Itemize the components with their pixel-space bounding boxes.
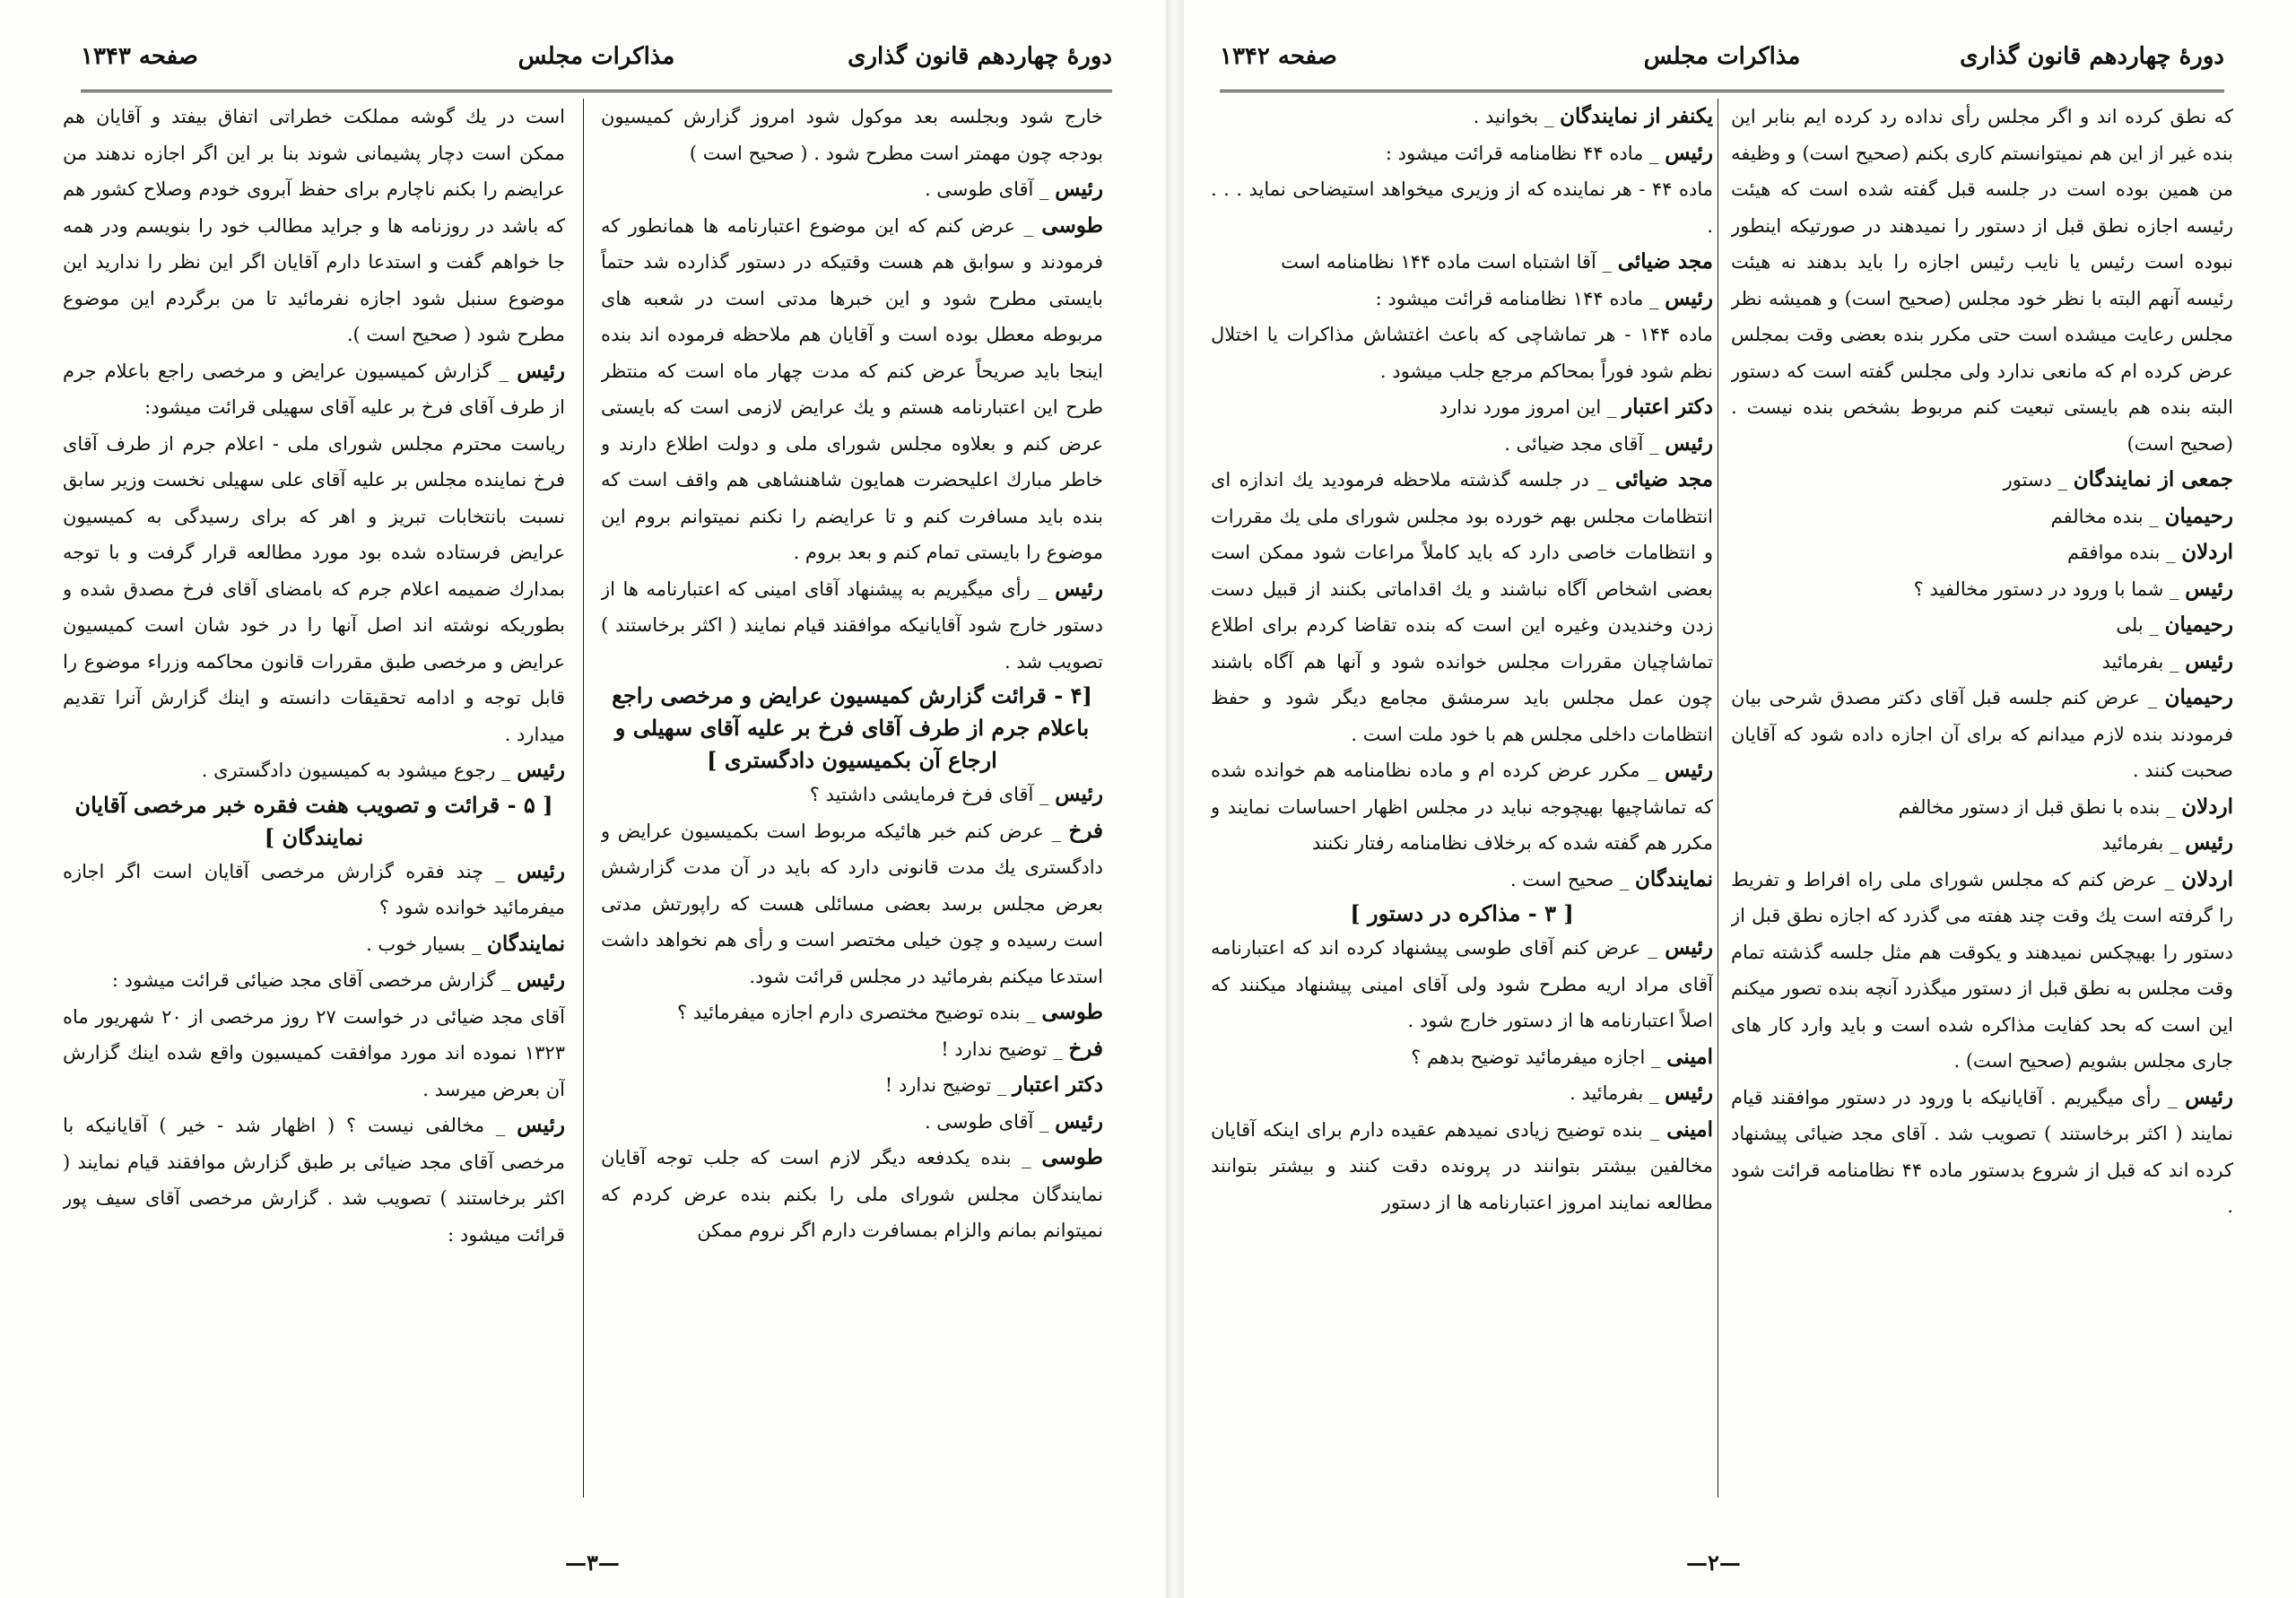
speech-text: چند فقره گزارش مرخصی آقایان است اگر اجازه میفرمائید خوانده شود ؟	[63, 860, 565, 918]
speech-paragraph	[601, 1031, 1103, 1068]
speaker-dash: _	[1043, 820, 1069, 842]
speech-text: آقای فرخ فرمایشی داشتید ؟	[809, 784, 1034, 805]
speaker-dash: _	[2051, 469, 2074, 491]
speech-paragraph	[63, 926, 565, 963]
speech-paragraph	[1211, 1039, 1713, 1076]
speech-paragraph	[1211, 1112, 1713, 1221]
speaker-name: طوسی	[1041, 213, 1103, 238]
speaker-name: دکتر اعتبار	[1622, 395, 1713, 419]
column-divider	[583, 99, 584, 1498]
speaker-name: یکنفر از نمایندگان	[1560, 104, 1713, 128]
speech-text: بنده با نطق قبل از دستور مخالفم	[1898, 795, 2161, 818]
speech-text: بنده مخالفم	[2050, 505, 2144, 527]
speaker-dash: _	[2140, 687, 2165, 708]
speaker-name: رئیس	[517, 968, 565, 992]
speaker-dash: _	[2160, 542, 2182, 563]
speaker-dash: _	[483, 860, 517, 882]
left-page-footer: —۳—	[565, 1550, 620, 1576]
speech-text: مخالفی نیست ؟ ( اظهار شد - خیر ) آقایانیکه با مرخصی آقای مجد ضیائی بر طبق گزارش موافقند قیام نمایند ( اکثر برخاستند ) تصویب شد . گزارش مرخصی آقای سیف پور قرائت میشود :	[63, 1115, 565, 1246]
speaker-name: رحیمیان	[2164, 685, 2233, 709]
speaker-dash: _	[1015, 214, 1042, 237]
speech-paragraph	[1211, 244, 1713, 281]
speaker-name: رئیس	[1665, 935, 1713, 960]
speech-text: بفرمائید	[2101, 832, 2164, 854]
speech-paragraph	[601, 777, 1103, 813]
speech-text: بنده یکدفعه دیگر لازم است که جلب توجه آقایان نمایندگان مجلس شورای ملی را بکنم بنده عرض کردم که نمیتوانم بمانم والزام بمسافرت دارم اگر نروم ممکن	[601, 1147, 1103, 1241]
speech-text: شما با ورود در دستور مخالفید ؟	[1913, 578, 2164, 600]
speech-paragraph	[1211, 752, 1713, 862]
speaker-name: مجد ضیائی	[1615, 467, 1713, 491]
speech-text: اجازه میفرمائید توضیح بدهم ؟	[1411, 1046, 1646, 1068]
speech-paragraph	[1211, 135, 1713, 172]
speaker-dash: _	[1033, 1110, 1056, 1133]
body-paragraph: آقای مجد ضیائی در خواست ۲۷ روز مرخصی از ۲۰ شهریور ماه ۱۳۲۳ نموده اند مورد موافقت کمیسیون واقع شده اینك گزارش آن بعرض میرسد .	[63, 1005, 565, 1100]
speech-paragraph	[1731, 462, 2233, 499]
speaker-name: رئیس	[517, 1113, 565, 1137]
speaker-name: طوسی	[1041, 1145, 1103, 1169]
right-page-column-left	[1211, 99, 1713, 1498]
speech-text: بسیار خوب .	[366, 933, 466, 955]
left-header-journal: دورهٔ چهاردهم قانون گذاری	[848, 43, 1112, 70]
speech-text: آقای طوسی .	[924, 1110, 1034, 1133]
speaker-dash: _	[1639, 937, 1665, 959]
speaker-name: رحیمیان	[2164, 612, 2233, 637]
speech-paragraph	[601, 994, 1103, 1031]
speaker-name: رئیس	[1665, 1081, 1713, 1105]
speech-paragraph	[63, 962, 565, 999]
speech-paragraph	[1211, 1075, 1713, 1112]
speaker-dash: _	[1643, 287, 1665, 309]
speech-text: بخوانید .	[1473, 106, 1539, 127]
speaker-dash: _	[1642, 1118, 1667, 1141]
left-page-header	[81, 36, 1112, 92]
speaker-dash: _	[2160, 795, 2182, 818]
speech-text: صحیح است .	[1509, 868, 1614, 890]
right-page-footer: —۲—	[1686, 1550, 1741, 1576]
right-header-session: مذاکرات مجلس	[1643, 43, 1801, 70]
speaker-dash: _	[1643, 1082, 1665, 1104]
speech-paragraph	[1731, 1080, 2233, 1225]
speech-paragraph	[1731, 571, 2233, 608]
speech-text: بنده توضیح زیادی نمیدهم عقیده دارم برای اینکه آقایان مخالفین بیشتر بتوانند در پرونده دقت کنند و بیشتر بتوانند مطالعه نمایند امروز اعتبارنامه ها از دستور	[1211, 1118, 1713, 1213]
speaker-name: امینی	[1666, 1044, 1713, 1069]
right-page-header	[1220, 36, 2224, 92]
body-paragraph: خارج شود وبجلسه بعد موکول شود امروز گزارش کمیسیون بودجه چون مهمتر است مطرح شود . ( صحیح است )	[601, 106, 1103, 164]
speech-paragraph	[1731, 789, 2233, 826]
speaker-dash: _	[495, 760, 517, 781]
speaker-dash: _	[465, 933, 488, 955]
speech-text: عرض کنم آقای طوسی پیشنهاد کرده اند که اعتبارنامه آقای مراد اریه مطرح شود ولی آقای امینی پیشنهاد میکنند که اصلاً اعتبارنامه ها از دستور خارج شود .	[1211, 937, 1713, 1031]
speaker-name: رئیس	[1665, 140, 1713, 165]
speaker-name: رئیس	[2185, 648, 2233, 673]
speech-text: آقا اشتباه است ماده ۱۴۴ نظامنامه است	[1281, 251, 1596, 273]
speech-paragraph	[1211, 281, 1713, 317]
speech-paragraph	[63, 854, 565, 926]
speech-paragraph	[1731, 644, 2233, 681]
speech-text: توضیح ندارد !	[941, 1038, 1048, 1060]
left-page-column-right	[601, 99, 1103, 1498]
speech-paragraph	[1211, 930, 1713, 1039]
speaker-name: رئیس	[2185, 576, 2233, 601]
speaker-dash: _	[1645, 1046, 1667, 1068]
speaker-name: رئیس	[1055, 1108, 1103, 1133]
speaker-dash: _	[1613, 868, 1636, 890]
section-heading: [ ۵ - قرائت و تصویب هفت فقره خبر مرخصی آقایان نمایندگان ]	[74, 791, 553, 850]
speaker-name: رئیس	[517, 758, 565, 782]
speech-text: عرض کنم که مجلس شورای ملی راه افراط و تفریط را گرفته است یك وقت چند هفته می گذرد که اجازه نطق قبل از دستور را بهیچکس نمیدهند و یکوقت هم مثل جلسه گذشته تمام وقت مجلس به نطق قبل از دستور میگذرد آنچه بنده تصور میکنم این است که بحد کفایت مذاکره شده است و باید وارد کار های جاری مجلس بشویم (صحیح است) .	[1731, 868, 2233, 1072]
speech-text: رأی میگیریم . آقایانیکه با ورود در دستور موافقند قیام نمایند ( اکثر برخاستند ) تصویب شد . آقای مجد ضیائی پیشنهاد کرده اند که قبل از شروع بدستور ماده ۴۴ نظامنامه قرائت شود .	[1731, 1086, 2233, 1217]
speech-text: آقای مجد ضیائی .	[1504, 432, 1644, 455]
speech-text: رجوع میشود به کمیسیون دادگستری .	[201, 760, 496, 781]
speaker-dash: _	[1538, 106, 1561, 127]
left-header-session: مذاکرات مجلس	[517, 43, 675, 70]
speaker-dash: _	[2163, 578, 2186, 600]
speaker-dash: _	[1596, 251, 1618, 273]
speaker-name: فرخ	[1068, 1036, 1103, 1061]
speaker-name: رئیس	[517, 358, 565, 383]
right-page-column-right	[1731, 99, 2233, 1498]
right-header-page-number: صفحه ۱۳۴۲	[1220, 43, 1337, 70]
speech-paragraph	[1731, 499, 2233, 535]
speech-text: بفرمائید .	[1570, 1082, 1644, 1104]
speaker-name: اردلان	[2181, 540, 2233, 564]
speech-paragraph	[601, 571, 1103, 681]
speaker-dash: _	[1033, 784, 1056, 805]
speaker-dash: _	[991, 1074, 1013, 1096]
speech-paragraph	[63, 353, 565, 426]
speech-text: گزارش کمیسیون عرایض و مرخصی راجع باعلام جرم از طرف آقای فرخ بر علیه آقای سهیلی قرائت میشود:	[63, 360, 565, 418]
speaker-dash: _	[1639, 760, 1665, 781]
speech-paragraph	[1211, 389, 1713, 426]
left-header-page-number: صفحه ۱۳۴۳	[81, 43, 198, 70]
speaker-name: رئیس	[1055, 576, 1103, 601]
speech-text: ماده ۴۴ نظامنامه قرائت میشود :	[1385, 142, 1644, 164]
speaker-name: رئیس	[1665, 285, 1713, 310]
section-heading: [۴ - قرائت گزارش کمیسیون عرایض و مرخصی راجع باعلام جرم از طرف آقای فرخ بر علیه آقای سهیلی و ارجاع آن بکمیسیون دادگستری ]	[612, 682, 1092, 773]
body-paragraph: ماده ۱۴۴ - هر تماشاچی که باعث اغتشاش مذاکرات یا اختلال نظم شود فوراً بمحاکم مرجع جلب میشود .	[1211, 324, 1713, 382]
speech-paragraph	[1211, 462, 1713, 752]
speaker-name: نمایندگان	[1635, 866, 1713, 891]
speaker-dash: _	[2160, 1086, 2186, 1108]
speaker-dash: _	[1047, 1038, 1069, 1060]
speech-text: توضیح ندارد !	[884, 1074, 992, 1096]
speaker-dash: _	[2157, 868, 2182, 890]
speech-text: بنده موافقم	[2066, 542, 2161, 563]
section-heading: [ ۳ - مذاکره در دستور ]	[1350, 900, 1574, 926]
speech-text: آقای طوسی .	[924, 178, 1034, 200]
speech-paragraph	[63, 752, 565, 789]
body-paragraph: است در یك گوشه مملکت خطراتی اتفاق بیفتد و آقایان هم ممکن است دچار پشیمانی شوند بنا بر این اگر اجازه ندهند من عرایضم را بکنم ناچارم برای حفظ آبروی خودم وصلاح کشور هم که باشد در روزنامه ها و جراید مطالب خود را بنویسم ودر همه جا خواهم گفت و استدعا دارم آقایان اگر این نظر را ندارید این موضوع سنبل شود اجازه نفرمائید تا من برگردم این موضوع مطرح شود ( صحیح است ).	[63, 106, 565, 345]
speaker-dash: _	[2163, 650, 2186, 673]
speaker-name: رئیس	[1055, 782, 1103, 806]
speech-paragraph	[601, 171, 1103, 208]
speaker-dash: _	[484, 1115, 517, 1136]
speaker-dash: _	[1643, 432, 1665, 455]
speech-text: مکرر عرض کرده ام و ماده نظامنامه هم خوانده شده که تماشاچیها بهیچوجه نباید در مجلس اظهار احساسات نمایند و مکرر هم گفته شده که برخلاف نظامنامه رفتار نکنند	[1211, 760, 1713, 854]
speech-text: عرض کنم که این موضوع اعتبارنامه ها همانطور که فرمودند و سوابق هم هست وقتیکه در دستور گذارده شد حتماً بایستی مطرح شود و این خبرها مدتی است در شعبه های مربوطه معطل بوده است و آقایان هم ملاحظه فرموده اند بنده اینجا باید صریحاً عرض کنم که مدت چهار ماه است که منتظر طرح این اعتبارنامه هستم و یك عرایض لازمی است که بایستی عرض کنم و بعلاوه مجلس شورای ملی و دولت اطلاع دارند و خاطر مبارك اعلیحضرت همایون شاهنشاهی هم واقف است که بنده باید مسافرت کنم و تا عرایضم را نکنم نمیتوانم بروم این موضوع را بایستی تمام کنم و بعد بروم .	[601, 214, 1103, 563]
speech-text: ماده ۱۴۴ نظامنامه قرائت میشود :	[1375, 287, 1644, 309]
speech-paragraph	[601, 208, 1103, 571]
speech-paragraph	[1731, 680, 2233, 789]
speech-paragraph	[601, 1140, 1103, 1249]
speaker-name: جمعی از نمایندگان	[2073, 467, 2233, 491]
speech-text: گزارش مرخصی آقای مجد ضیائی قرائت میشود :	[111, 969, 496, 991]
speech-text: بفرمائید	[2101, 650, 2164, 673]
speaker-name: رئیس	[1665, 430, 1713, 456]
body-paragraph: که نطق کرده اند و اگر مجلس رأی نداده رد کرده ایم بنابر این بنده غیر از این هم نمیتوانستم کاری بکنم (صحیح است) و وظیفه من همین بوده است در جلسه قبل گفته شده است که هیئت رئیسه اجازه نطق قبل از دستور را نمیدهند در صورتیکه اینطور نبوده است رئیس یا نایب رئیس اجازه را باید بدهند نه هیئت رئیسه آنهم البته با نظر خود مجلس (صحیح است) و همیشه نظر مجلس رعایت میشده است حتی مکرر بنده بعضی وقت بمجلس عرض کرده ام که مانعی ندارد ولی مجلس گفته است که دستور البته بنده هم بایستی تبعیت کنم مربوط بشخص بنده نیست . (صحیح است)	[1731, 106, 2233, 455]
speech-text: دستور	[2003, 469, 2052, 491]
speech-text: بلی	[2116, 614, 2144, 636]
speaker-name: نمایندگان	[487, 931, 565, 956]
speech-paragraph	[1731, 862, 2233, 1080]
speech-text: رأی میگیریم به پیشنهاد آقای امینی که اعتبارنامه ها از دستور خارج شود آقایانیکه موافقند قیام نمایند ( اکثر برخاستند ) تصویب شد .	[601, 578, 1103, 673]
speaker-name: دکتر اعتبار	[1013, 1073, 1103, 1097]
speech-paragraph	[1211, 862, 1713, 899]
speaker-name: مجد ضیائی	[1617, 249, 1713, 274]
speaker-dash: _	[1030, 578, 1056, 600]
speaker-dash: _	[1588, 469, 1616, 491]
speaker-dash: _	[2143, 505, 2165, 527]
speaker-name: رئیس	[2185, 830, 2233, 855]
speaker-name: اردلان	[2181, 794, 2233, 819]
speech-text: بنده توضیح مختصری دارم اجازه میفرمائید ؟	[676, 1002, 1021, 1023]
speaker-dash: _	[1033, 178, 1056, 200]
speaker-dash: _	[1643, 142, 1665, 164]
speaker-dash: _	[491, 360, 517, 382]
speaker-dash: _	[495, 969, 517, 991]
speech-paragraph	[601, 813, 1103, 995]
speaker-name: فرخ	[1068, 818, 1103, 843]
speaker-name: اردلان	[2181, 866, 2233, 891]
speaker-name: رحیمیان	[2164, 503, 2233, 528]
speech-paragraph	[1731, 534, 2233, 571]
speech-paragraph	[1211, 426, 1713, 463]
speech-paragraph	[1731, 825, 2233, 862]
body-paragraph: ریاست محترم مجلس شورای ملی - اعلام جرم از طرف آقای فرخ نماینده مجلس بر علیه آقای علی سهیلی نخست وزیر سابق نسبت بانتخابات تبریز و اهر که برای رسیدگی به کمیسیون عرایض فرستاده شده بود مورد مطالعه قرار گرفت و با توجه بمدارك ضمیمه اعلام جرم که بامضای آقای فرخ مصدق شده و بطوریکه نوشته اند اصل آنها را در خود شان است کمیسیون عرایض و مرخصی طبق مقررات قانون محاکمه وزراء موضوع را قابل توجه و ادامه تحقیقات دانسته و اینك گزارش آنرا تقدیم میدارد .	[63, 432, 565, 745]
speech-paragraph	[63, 1107, 565, 1253]
speaker-dash: _	[2143, 614, 2165, 636]
speech-paragraph	[1211, 99, 1713, 135]
speaker-name: طوسی	[1041, 1000, 1103, 1024]
left-page-column-left	[63, 99, 565, 1498]
speaker-name: رئیس	[517, 858, 565, 883]
body-paragraph: ماده ۴۴ - هر نماینده که از وزیری میخواهد استیضاحی نماید . . . .	[1211, 178, 1713, 237]
right-page	[1184, 0, 2296, 1598]
speech-text: عرض کنم خبر هائیکه مربوط است بکمیسیون عرایض و دادگستری یك مدت قانونی دارد که باید در آن مدت گزارشش بعرض مجلس برسد بعضی مسائلی هست که راپورتش مدتی است رسیده و چون خیلی مختصر است و رأی هم نخواهد داشت استدعا میکنم بفرمائید در مجلس قرائت شود.	[601, 820, 1103, 987]
speech-text: این امروز مورد ندارد	[1439, 396, 1602, 418]
speaker-dash: _	[1011, 1147, 1042, 1168]
speaker-dash: _	[2163, 832, 2186, 854]
speaker-name: رئیس	[1055, 177, 1103, 201]
speech-paragraph	[601, 1067, 1103, 1104]
speaker-name: امینی	[1666, 1116, 1713, 1142]
speech-paragraph	[601, 1104, 1103, 1141]
speaker-name: رئیس	[1665, 758, 1713, 782]
speaker-dash: _	[1020, 1002, 1042, 1023]
speaker-name: رئیس	[2185, 1084, 2233, 1109]
speech-text: عرض کنم جلسه قبل آقای دکتر مصدق شرحی بیان فرمودند بنده لازم میدانم که برای آن اجازه داده شود که آقایان صحبت کنند .	[1731, 687, 2233, 781]
right-header-journal: دورهٔ چهاردهم قانون گذاری	[1960, 43, 2224, 70]
binding-gutter	[1166, 0, 1184, 1598]
speech-paragraph	[1731, 607, 2233, 644]
speaker-dash: _	[1601, 396, 1623, 418]
speech-text: در جلسه گذشته ملاحظه فرمودید یك اندازه ای انتظامات مجلس بهم خورده بود مجلس شورای ملی یك مقررات و انتظامات خاصی دارد که باید کاملاً مراعات شود ممکن است بعضی اشخاص آگاه نباشند و یك اقداماتی بکنند از قبیل دست زدن وخندیدن وغیره این است که بنده تقاضا کردم برای اطلاع تماشاچیان مقررات مجلس خوانده شود و آنها هم آگاه باشند چون عمل مجلس باید سرمشق مجامع دیگر شود و حفظ انتظامات داخلی مجلس هم با خود ملت است .	[1211, 469, 1713, 745]
